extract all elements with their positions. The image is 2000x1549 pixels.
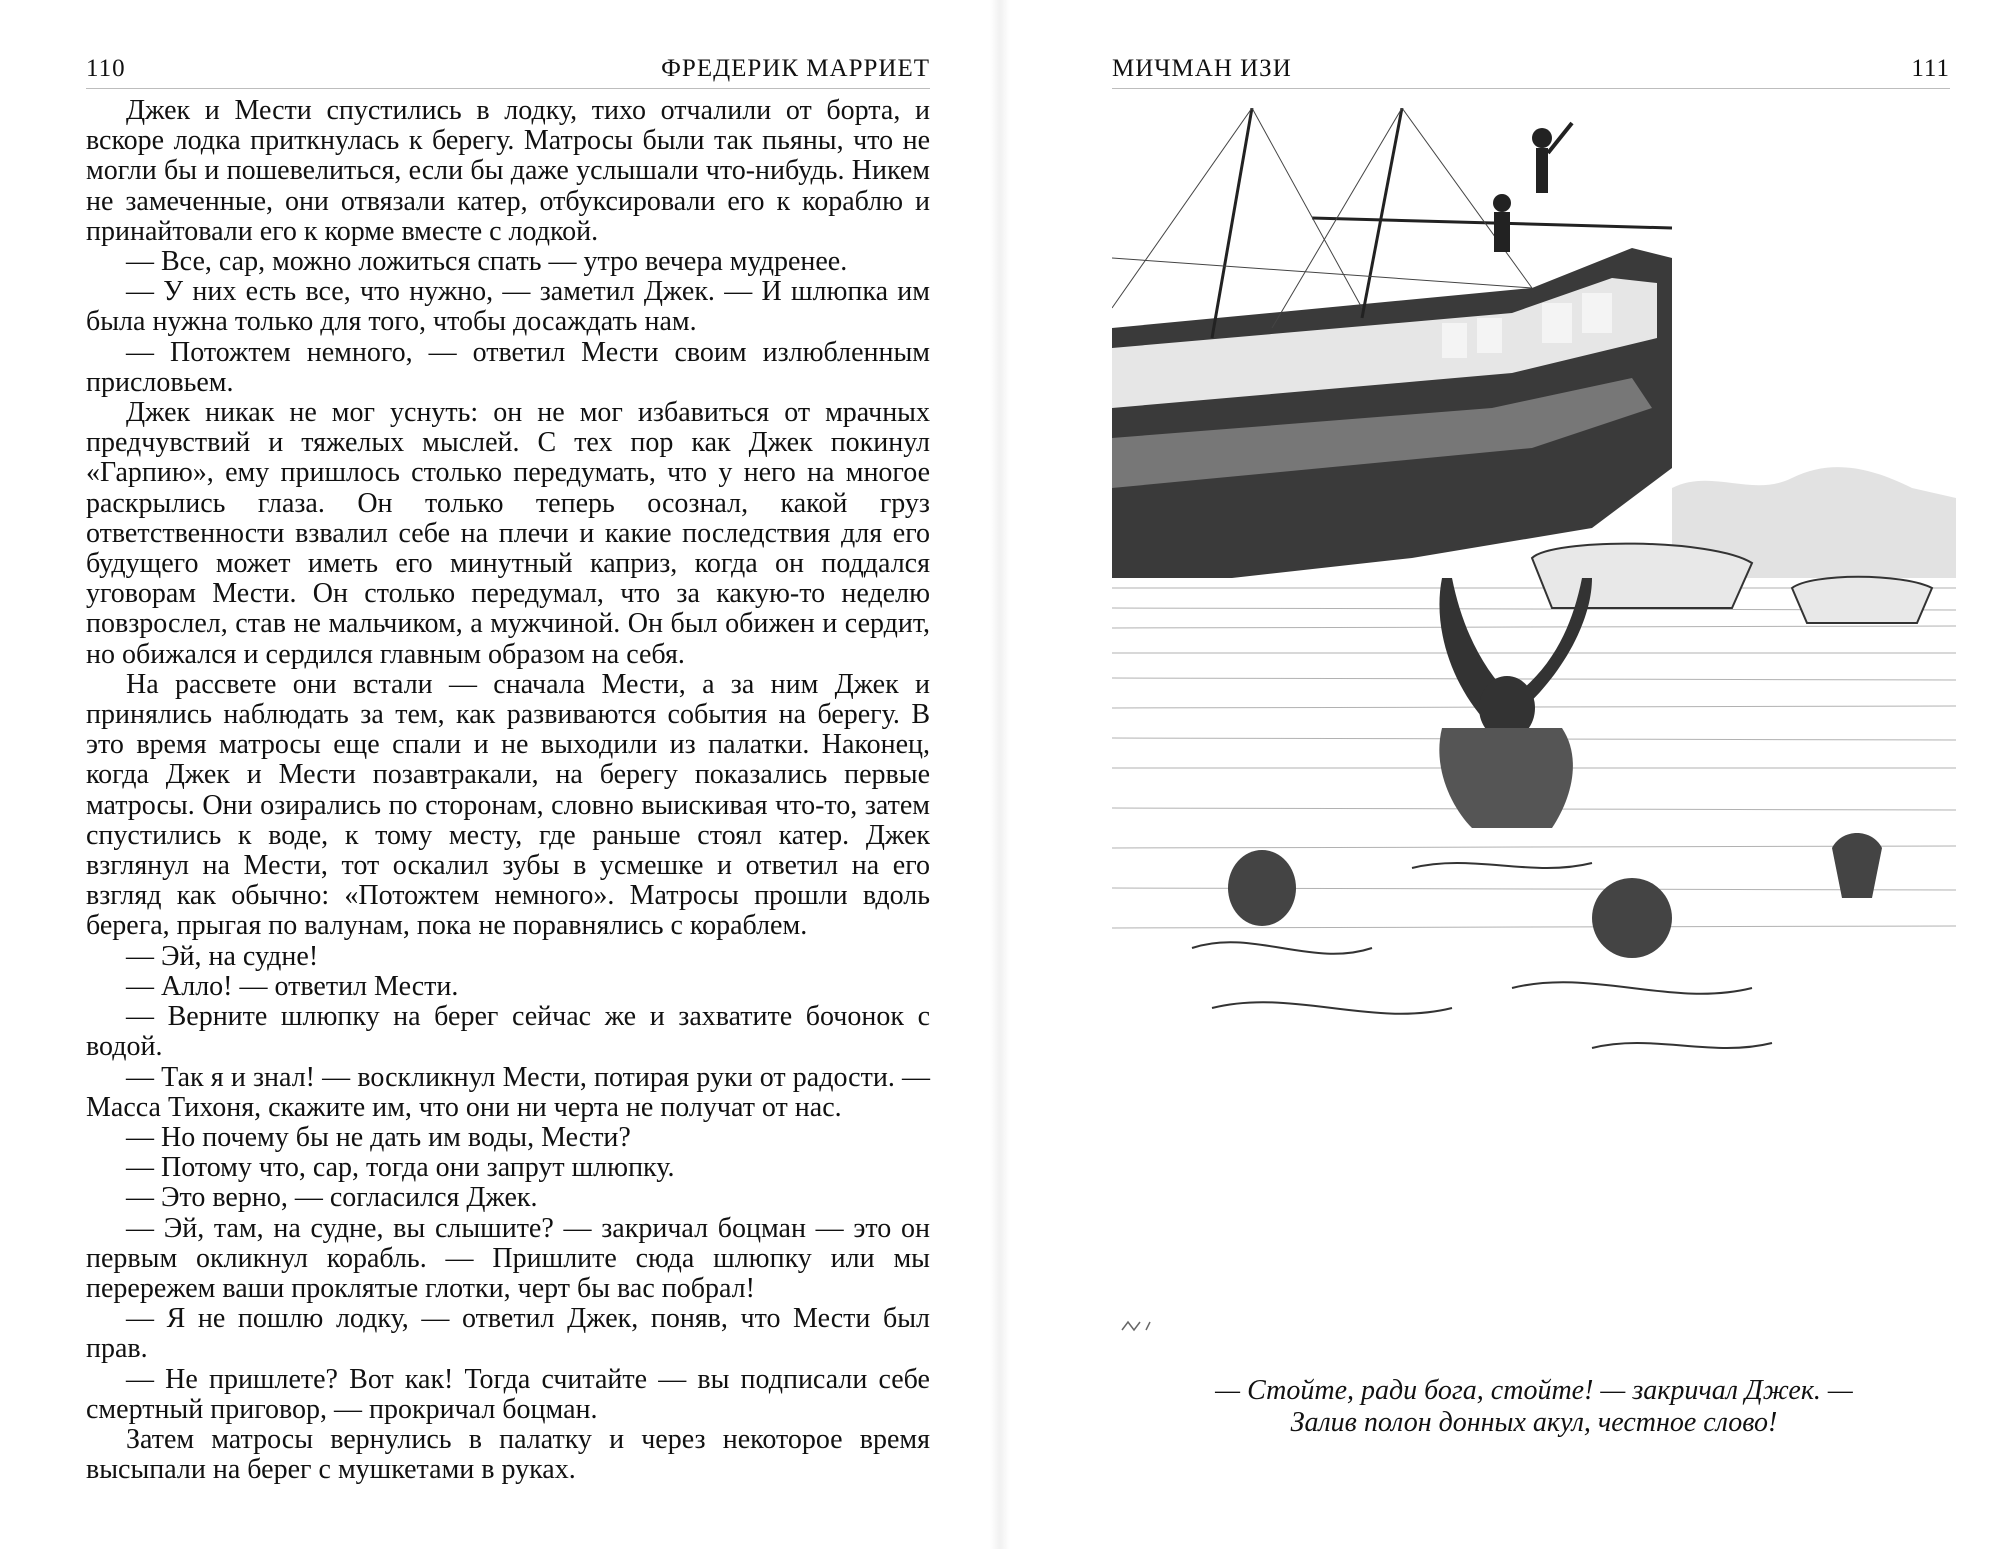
right-running-head: МИЧМАН ИЗИ (1112, 55, 1292, 82)
paragraph: — Так я и знал! — воскликнул Мести, потирая руки от радости. — Масса Тихоня, скажите им, что они ни черта не получат от нас. (86, 1061, 930, 1123)
paragraph: — Алло! — ответил Мести. (126, 970, 459, 1002)
illustration-caption-line-2: Залив полон донных акул, честное слово! (1290, 1407, 1778, 1438)
paragraph: — Это верно, — согласился Джек. (126, 1182, 538, 1214)
paragraph: — Эй, на судне! (126, 940, 319, 972)
paragraph: — У них есть все, что нужно, — заметил Джек. — И шлюпка им была нужна только для того, чтобы досаждать нам. (86, 276, 930, 338)
paragraph: — Потожтем немного, — ответил Мести своим излюбленным присловьем. (86, 336, 930, 398)
illustration-caption-line-1: — Стойте, ради бога, стойте! — закричал Джек. — (1215, 1375, 1853, 1406)
left-body-text (86, 96, 930, 1485)
paragraph: Затем матросы вернулись в палатку и через некоторое время высыпали на берег с мушкетами в руках. (86, 1423, 930, 1486)
left-header-rule (86, 88, 930, 89)
paragraph: Джек никак не мог уснуть: он не мог избавиться от мрачных предчувствий и тяжелых мыслей. С тех пор как Джек покинул «Гарпию», ему пришлось столько передумать, что у него на многое раскрылись глаза. Он только теперь осознал, какой груз ответственности взвалил себе на плечи и какие последствия для его будущего может иметь его минутный каприз, когда он поддался уговорам Мести. Он столько передумал, что за какую-то неделю повзрослел, став не мальчиком, а мужчиной. Он был обижен и сердит, но обижался и сердился главным образом на себя. (86, 397, 930, 670)
paragraph: На рассвете они встали — сначала Мести, а за ним Джек и принялись наблюдать за тем, как развиваются события на берегу. В это время матросы еще спали и не выходили из палатки. Наконец, когда Джек и Мести позавтракали, на берегу показались первые матросы. Они озирались по сторонам, словно выискивая что-то, затем спустились к воде, к тому месту, где раньше стоял катер. Джек взглянул на Мести, тот оскалил зубы в усмешке и ответил на его взгляд как обычно: «Потожтем немного». Матросы прошли вдоль берега, прыгая по валунам, пока не поравнялись с кораблем. (86, 668, 930, 942)
illustration-drawing (1112, 108, 1956, 1333)
right-page-number: 111 (1911, 55, 1950, 82)
ship-swimmers-illustration (1112, 108, 1956, 1333)
paragraph: — Я не пошлю лодку, — ответил Джек, поняв, что Мести был прав. (86, 1303, 930, 1365)
paragraph: — Верните шлюпку на берег сейчас же и захватите бочонок с водой. (86, 1001, 930, 1063)
right-page (1000, 0, 2000, 1549)
paragraph: — Потому что, сар, тогда они запрут шлюпку. (126, 1152, 675, 1184)
left-page-number: 110 (86, 55, 126, 82)
right-header-rule (1112, 88, 1950, 89)
paragraph: — Не пришлете? Вот как! Тогда считайте — вы подписали себе смертный приговор, — прокричал боцман. (86, 1363, 930, 1425)
paragraph: — Все, сар, можно ложиться спать — утро вечера мудренее. (126, 246, 848, 278)
paragraph: — Но почему бы не дать им воды, Мести? (126, 1121, 631, 1153)
left-running-head: ФРЕДЕРИК МАРРИЕТ (661, 55, 930, 82)
paragraph: — Эй, там, на судне, вы слышите? — закричал боцман — это он первым окликнул корабль. — Пришлите сюда шлюпку или мы перережем ваши проклятые глотки, черт бы вас побрал! (86, 1212, 930, 1304)
paragraph: Джек и Мести спустились в лодку, тихо отчалили от борта, и вскоре лодка приткнулась к берегу. Матросы были так пьяны, что не могли бы и пошевелиться, если бы даже услышали что-нибудь. Никем не замеченные, они отвязали катер, отбуксировали его к кораблю и принайтовали его к корме вместе с лодкой. (86, 95, 930, 247)
